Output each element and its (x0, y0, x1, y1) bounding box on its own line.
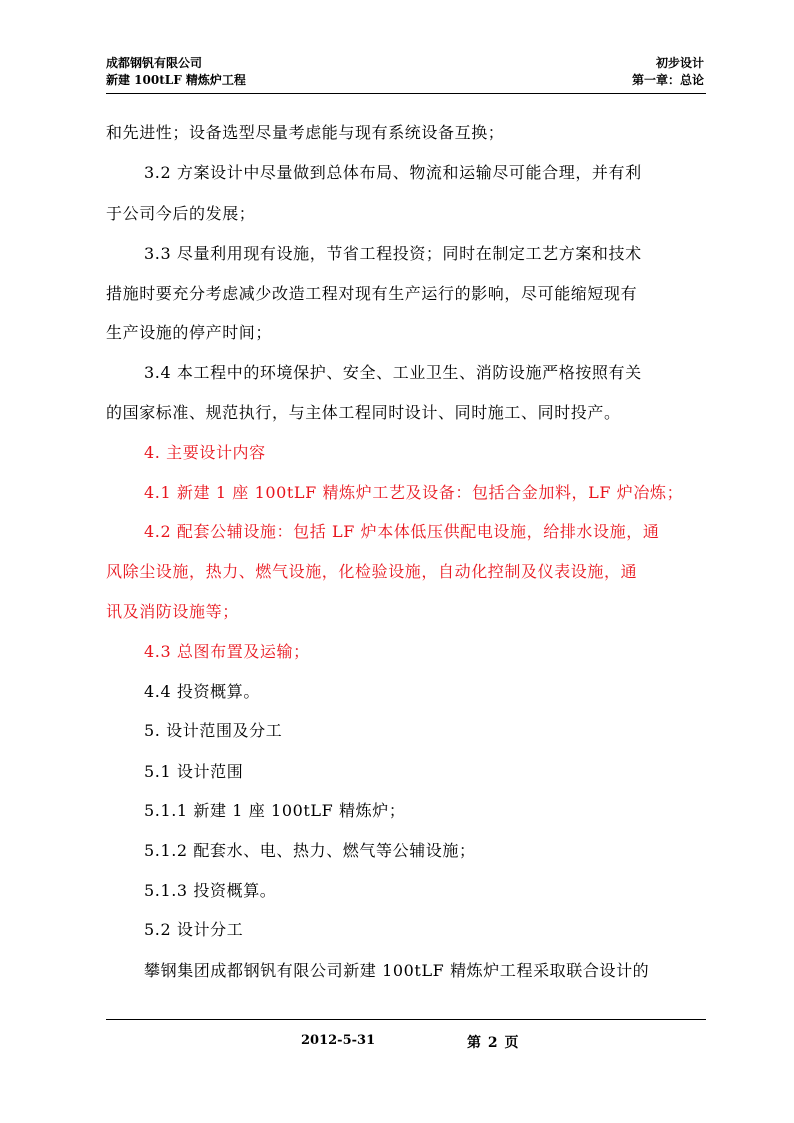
body-line: 3.3 尽量利用现有设施，节省工程投资；同时在制定工艺方案和技术 (144, 244, 642, 263)
footer-divider (106, 1019, 706, 1020)
header-chapter: 第一章：总论 (631, 73, 704, 87)
body-line: 3.4 本工程中的环境保护、安全、工业卫生、消防设施严格按照有关 (144, 363, 642, 382)
header-divider (106, 93, 706, 94)
body-line: 和先进性；设备选型尽量考虑能与现有系统设备互换； (106, 123, 505, 142)
header-project: 新建 100tLF 精炼炉工程 (106, 73, 246, 87)
body-line: 于公司今后的发展； (106, 204, 256, 223)
body-line: 措施时要充分考虑减少改造工程对现有生产运行的影响，尽可能缩短现有 (106, 284, 638, 303)
body-line: 5.1.2 配套水、电、热力、燃气等公辅设施； (144, 841, 476, 860)
page-header (106, 56, 706, 94)
body-line: 风除尘设施，热力、燃气设施，化检验设施，自动化控制及仪表设施，通 (106, 562, 638, 581)
header-company: 成都钢钒有限公司 (106, 56, 203, 70)
body-line: 讯及消防设施等； (106, 602, 239, 621)
footer-date: 2012-5-31 (301, 1033, 376, 1048)
body-line: 5.1.3 投资概算。 (144, 881, 277, 900)
body-line: 4.2 配套公辅设施：包括 LF 炉本体低压供配电设施，给排水设施，通 (144, 522, 660, 541)
body-line: 攀钢集团成都钢钒有限公司新建 100tLF 精炼炉工程采取联合设计的 (144, 961, 650, 980)
body-line: 生产设施的停产时间； (106, 323, 273, 342)
body-line: 3.2 方案设计中尽量做到总体布局、物流和运输尽可能合理，并有利 (144, 163, 642, 182)
subsection-heading: 5.2 设计分工 (144, 920, 244, 939)
section-heading: 5. 设计范围及分工 (144, 721, 283, 740)
subsection-heading: 5.1 设计范围 (144, 762, 244, 781)
body-line: 4.4 投资概算。 (144, 682, 260, 701)
page-number: 第 2 页 (467, 1035, 520, 1051)
body-line: 4.1 新建 1 座 100tLF 精炼炉工艺及设备：包括合金加料，LF 炉冶炼； (144, 483, 684, 502)
body-line: 的国家标准、规范执行，与主体工程同时设计、同时施工、同时投产。 (106, 403, 621, 422)
body-line: 5.1.1 新建 1 座 100tLF 精炼炉； (144, 801, 406, 820)
header-stage: 初步设计 (655, 56, 704, 70)
body-line: 4.3 总图布置及运输； (144, 642, 310, 661)
section-heading: 4. 主要设计内容 (144, 443, 266, 462)
